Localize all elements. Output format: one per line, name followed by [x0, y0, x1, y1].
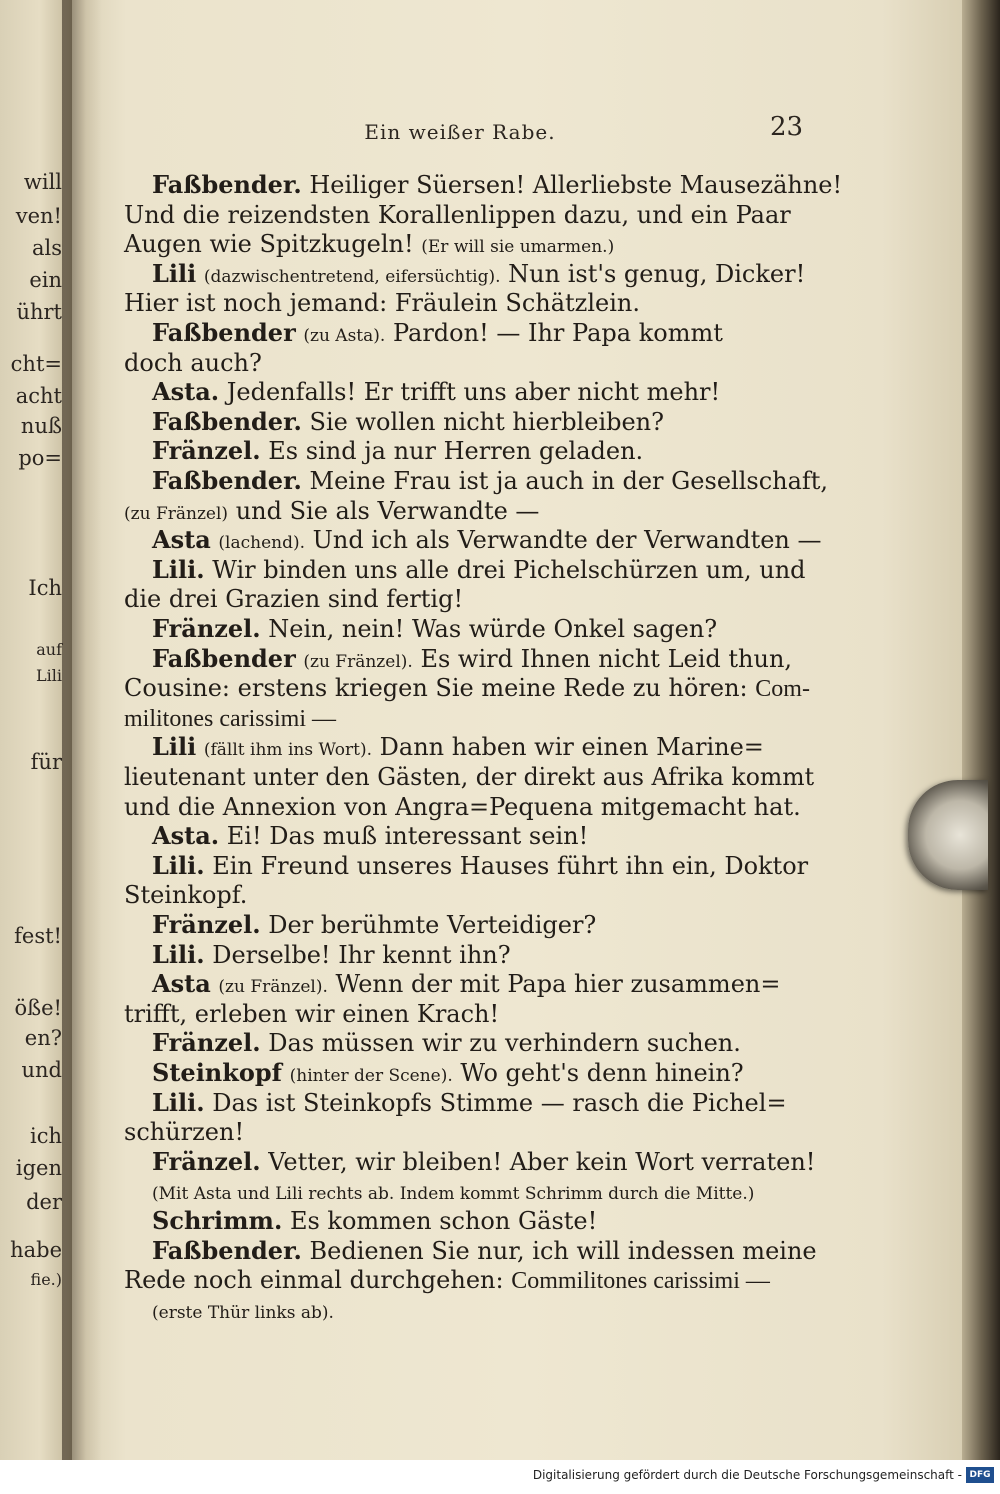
line-text: Das müssen wir zu verhindern suchen. [268, 1029, 741, 1057]
stage-direction: (lachend). [218, 533, 306, 553]
line-text: Hier ist noch jemand: Fräulein Schätzlein. [124, 289, 640, 317]
line-text: Cousine: erstens kriegen Sie meine Rede zu hören: [124, 674, 748, 702]
latin-text: Com- [755, 676, 810, 702]
line-text: Wir binden uns alle drei Pichelschürzen um, und [212, 556, 806, 584]
speaker-name: Lili. [152, 851, 205, 880]
line-text: Vetter, wir bleiben! Aber kein Wort verraten! [268, 1148, 816, 1176]
text-line [152, 1147, 815, 1177]
text-line [152, 170, 842, 200]
text-line [152, 1058, 744, 1091]
line-text: Augen wie Spitzkugeln! [124, 230, 414, 258]
text-line [124, 200, 791, 230]
stage-direction: (zu Fränzel). [303, 652, 413, 672]
speaker-name: Asta [152, 525, 211, 554]
speaker-name: Fränzel. [152, 1028, 261, 1057]
text-line [152, 466, 828, 496]
line-text: Und ich als Verwandte der Verwandten — [312, 526, 822, 554]
speaker-name: Faßbender. [152, 170, 302, 199]
line-text: Rede noch einmal durchgehen: [124, 1266, 504, 1294]
previous-page-fragment: als [31, 236, 62, 260]
line-text: die drei Grazien sind fertig! [124, 585, 464, 613]
previous-page-fragment: ven! [15, 204, 62, 228]
line-text: Und die reizendsten Korallenlippen dazu, und ein Paar [124, 201, 791, 229]
book-gutter [62, 0, 102, 1460]
stage-direction: (dazwischentretend, eifersüchtig). [203, 267, 501, 287]
text-line [152, 732, 764, 765]
line-text: und die Annexion von Angra=Pequena mitgemacht hat. [124, 793, 801, 821]
line-text: Wenn der mit Papa hier zusammen= [335, 970, 781, 998]
page-clip [908, 780, 988, 890]
previous-page-fragment: und [21, 1058, 62, 1082]
text-line [152, 1176, 754, 1209]
text-line [124, 348, 262, 378]
speaker-name: Lili [152, 259, 197, 288]
line-text: Heiliger Süersen! Allerliebste Mausezähne! [309, 171, 843, 199]
text-line [124, 880, 247, 910]
text-line [152, 407, 664, 437]
text-line [152, 1206, 597, 1236]
stage-direction: (zu Fränzel). [218, 977, 328, 997]
stage-direction: (Er will sie umarmen.) [421, 237, 615, 257]
previous-page-fragment: auf [36, 640, 62, 659]
line-text: Ei! Das muß interessant sein! [226, 822, 589, 850]
text-line [124, 999, 499, 1029]
speaker-name: Fränzel. [152, 436, 261, 465]
text-line [152, 614, 717, 644]
dfg-logo: DFG [966, 1467, 994, 1483]
page-number: 23 [770, 112, 804, 142]
page-edge [962, 0, 1000, 1460]
text-line [152, 821, 588, 851]
text-line [124, 584, 463, 614]
speaker-name: Lili. [152, 940, 205, 969]
line-text: und Sie als Verwandte — [235, 497, 540, 525]
text-line [152, 525, 822, 558]
previous-page-fragment: der [26, 1190, 62, 1214]
text-line [124, 1265, 770, 1296]
text-line [124, 673, 810, 704]
line-text: Das ist Steinkopfs Stimme — rasch die Pichel= [212, 1089, 787, 1117]
text-line [152, 555, 806, 585]
text-line [152, 318, 723, 351]
speaker-name: Faßbender. [152, 466, 302, 495]
previous-page-fragment: fest! [14, 924, 62, 948]
speaker-name: Lili [152, 732, 197, 761]
text-line [152, 1088, 787, 1118]
previous-page-fragment: ührt [16, 300, 62, 324]
speaker-name: Lili. [152, 555, 205, 584]
speaker-name: Faßbender. [152, 1236, 302, 1265]
previous-page-fragment: will [23, 170, 62, 194]
line-text: Dann haben wir einen Marine= [379, 733, 764, 761]
text-line [152, 1028, 741, 1058]
latin-text: militones carissimi — [124, 706, 336, 732]
line-text: Es sind ja nur Herren geladen. [268, 437, 644, 465]
text-line [152, 851, 808, 881]
previous-page-fragment: fie.) [30, 1270, 62, 1289]
text-line [152, 436, 643, 466]
text-line [152, 377, 720, 407]
previous-page-fragment: ich [29, 1124, 62, 1148]
previous-page-fragment: po= [18, 446, 62, 470]
text-line [152, 969, 780, 1002]
speaker-name: Faßbender. [152, 407, 302, 436]
previous-page-fragment: en? [24, 1026, 62, 1050]
line-text: lieutenant unter den Gästen, der direkt aus Afrika kommt [124, 763, 815, 791]
line-text: Wo geht's denn hinein? [460, 1059, 744, 1087]
stage-direction: (Mit Asta und Lili rechts ab. Indem kommt Schrimm durch die Mitte.) [152, 1184, 755, 1204]
line-text: Ein Freund unseres Hauses führt ihn ein, Doktor [212, 852, 809, 880]
line-text: doch auch? [124, 349, 262, 377]
line-text: trifft, erleben wir einen Krach! [124, 1000, 500, 1028]
line-text: schürzen! [124, 1118, 245, 1146]
footer-credit: Digitalisierung gefördert durch die Deutsche Forschungsgemeinschaft - [532, 1468, 962, 1482]
text-line [124, 703, 336, 734]
line-text: Pardon! — Ihr Papa kommt [392, 319, 723, 347]
previous-page-fragment: Ich [28, 576, 62, 600]
stage-direction: (fällt ihm ins Wort). [203, 740, 373, 760]
speaker-name: Asta [152, 969, 211, 998]
text-line [124, 792, 801, 822]
previous-page-fragment: habe [10, 1238, 62, 1262]
speaker-name: Faßbender [152, 644, 296, 673]
line-text: Sie wollen nicht hierbleiben? [309, 408, 665, 436]
speaker-name: Faßbender [152, 318, 296, 347]
speaker-name: Fränzel. [152, 614, 261, 643]
footer-bar [0, 1460, 1000, 1494]
previous-page-fragment: ein [29, 268, 62, 292]
text-line [152, 1295, 334, 1328]
text-line [124, 762, 814, 792]
line-text: Meine Frau ist ja auch in der Gesellschaft, [309, 467, 829, 495]
speaker-name: Fränzel. [152, 910, 261, 939]
line-text: Es kommen schon Gäste! [289, 1207, 598, 1235]
latin-text: Commilitones carissimi — [511, 1268, 770, 1294]
text-line [124, 1117, 244, 1147]
speaker-name: Asta. [152, 821, 220, 850]
speaker-name: Steinkopf [152, 1058, 282, 1087]
running-header: Ein weißer Rabe. [364, 120, 556, 144]
speaker-name: Asta. [152, 377, 220, 406]
speaker-name: Fränzel. [152, 1147, 261, 1176]
stage-direction: (zu Fränzel) [124, 504, 229, 524]
speaker-name: Schrimm. [152, 1206, 283, 1235]
line-text: Bedienen Sie nur, ich will indessen meine [309, 1237, 817, 1265]
line-text: Derselbe! Ihr kennt ihn? [212, 941, 511, 969]
previous-page-fragment: für [30, 750, 62, 774]
line-text: Es wird Ihnen nicht Leid thun, [420, 645, 793, 673]
line-text: Nun ist's genug, Dicker! [508, 260, 806, 288]
line-text: Der berühmte Verteidiger? [268, 911, 597, 939]
stage-direction: (zu Asta). [303, 326, 386, 346]
previous-page-fragment: nuß [20, 414, 62, 438]
text-line [124, 288, 640, 318]
text-line [124, 229, 614, 262]
previous-page-fragment: Lili [36, 666, 62, 685]
text-line [152, 940, 511, 970]
previous-page-fragment: cht= [10, 352, 62, 376]
line-text: Steinkopf. [124, 881, 248, 909]
stage-direction: (erste Thür links ab). [152, 1303, 334, 1323]
stage-direction: (hinter der Scene). [289, 1066, 453, 1086]
text-line [152, 1236, 817, 1266]
line-text: Jedenfalls! Er trifft uns aber nicht mehr! [226, 378, 721, 406]
previous-page-fragment: öße! [14, 996, 62, 1020]
previous-page-fragment: igen [15, 1156, 62, 1180]
previous-page-fragment: acht [15, 384, 62, 408]
speaker-name: Lili. [152, 1088, 205, 1117]
text-line [152, 910, 596, 940]
line-text: Nein, nein! Was würde Onkel sagen? [268, 615, 718, 643]
